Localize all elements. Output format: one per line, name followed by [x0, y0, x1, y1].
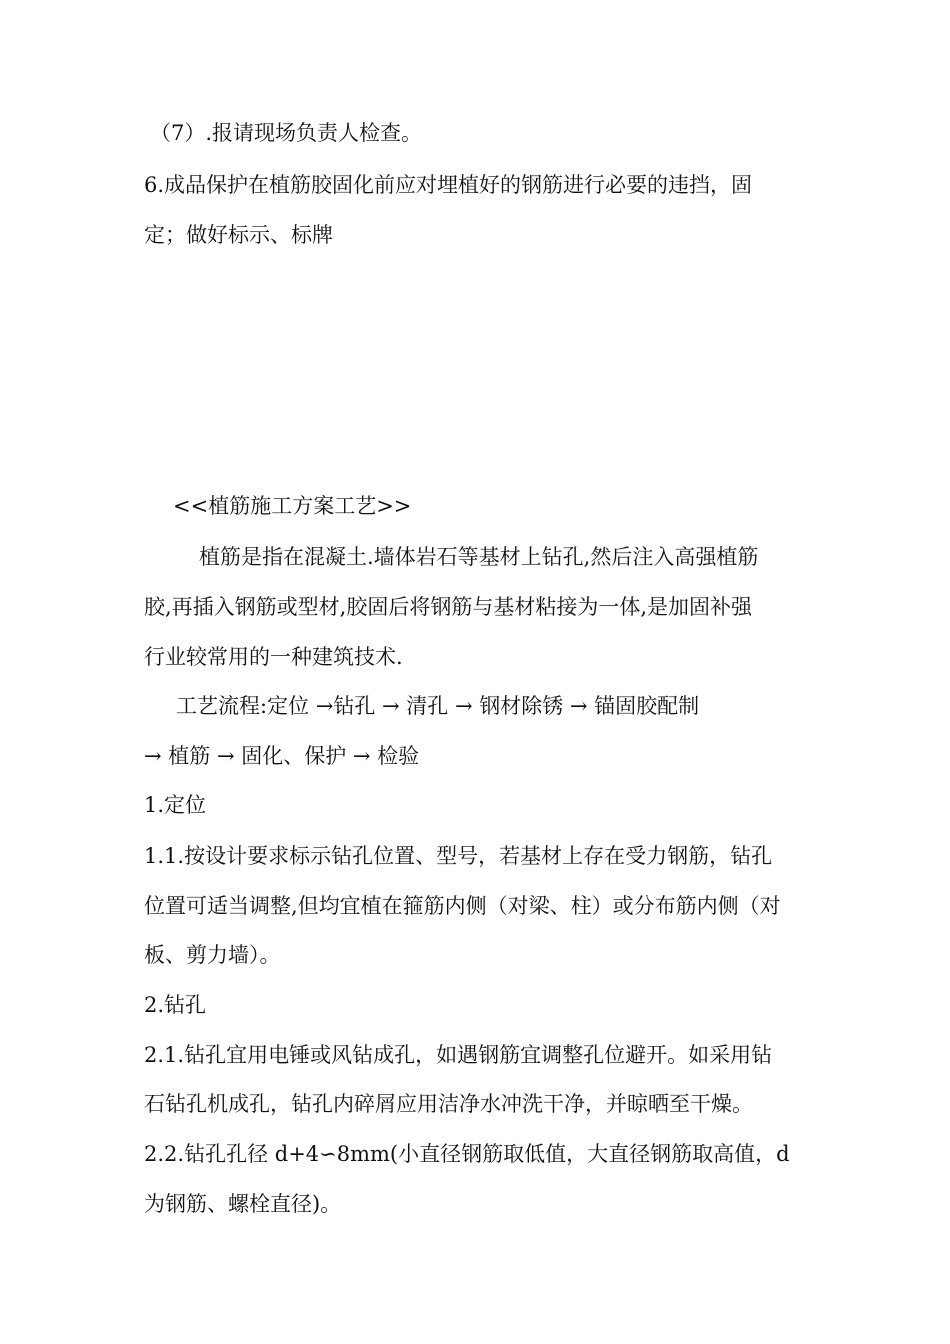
text-line-16: 石钻孔机成孔，钻孔内碎屑应用洁净水冲洗干净，并晾晒至干燥。: [144, 1092, 753, 1116]
heading-1: 1.定位: [144, 793, 207, 817]
text-line-15: 2.1.钻孔宜用电锤或风钻成孔，如遇钢筋宜调整孔位避开。如采用钻: [144, 1043, 773, 1067]
text-line-5: 植筋是指在混凝土.墙体岩石等基材上钻孔,然后注入高强植筋: [199, 545, 759, 569]
process-flow-line-2: → 植筋 → 固化、保护 → 检验: [144, 744, 420, 768]
text-line-3: 定；做好标示、标牌: [144, 223, 333, 247]
text-line-1: （7）.报请现场负责人检查。: [150, 121, 423, 145]
text-line-7: 行业较常用的一种建筑技术.: [144, 645, 403, 669]
text-line-17: 2.2.钻孔孔径 d+4∽8mm(小直径钢筋取低值，大直径钢筋取高值，d: [144, 1142, 790, 1166]
text-line-12: 位置可适当调整,但均宜植在箍筋内侧（对梁、柱）或分布筋内侧（对: [144, 894, 781, 918]
process-flow-line-1: 工艺流程:定位 →钻孔 → 清孔 → 钢材除锈 → 锚固胶配制: [176, 694, 700, 718]
text-line-11: 1.1.按设计要求标示钻孔位置、型号，若基材上存在受力钢筋，钻孔: [144, 844, 773, 868]
heading-2: 2.钻孔: [144, 993, 207, 1017]
section-title: <<植筋施工方案工艺>>: [173, 494, 412, 518]
text-line-18: 为钢筋、螺栓直径)。: [144, 1192, 342, 1216]
text-line-13: 板、剪力墙）。: [144, 943, 281, 967]
text-line-6: 胶,再插入钢筋或型材,胶固后将钢筋与基材粘接为一体,是加固补强: [144, 595, 753, 619]
text-line-2: 6.成品保护在植筋胶固化前应对埋植好的钢筋进行必要的违挡，固: [144, 173, 753, 197]
